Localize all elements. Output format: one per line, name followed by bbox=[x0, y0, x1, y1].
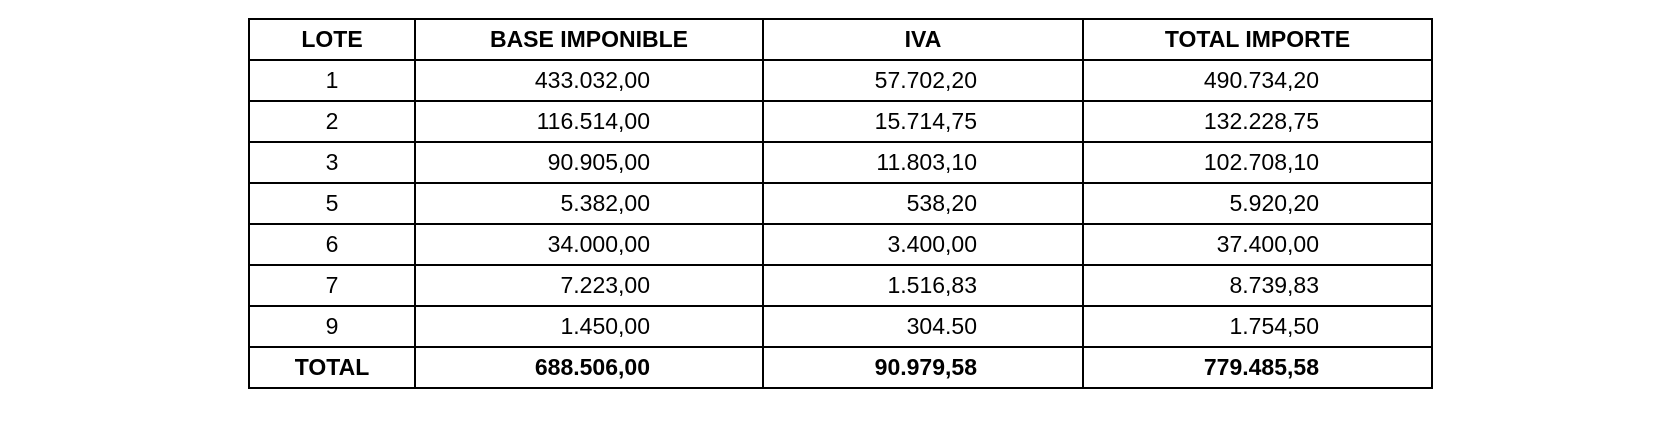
lots-table bbox=[248, 18, 1433, 389]
cell-lote: 9 bbox=[249, 306, 415, 347]
cell-base-imponible: 90.905,00 bbox=[415, 142, 763, 183]
table-body bbox=[249, 60, 1432, 388]
cell-total-importe: 490.734,20 bbox=[1083, 60, 1432, 101]
header-base-imponible: BASE IMPONIBLE bbox=[415, 19, 763, 60]
table-row bbox=[249, 183, 1432, 224]
cell-total-importe: 5.920,20 bbox=[1083, 183, 1432, 224]
cell-lote: 1 bbox=[249, 60, 415, 101]
cell-iva: 57.702,20 bbox=[763, 60, 1083, 101]
cell-base-imponible: 34.000,00 bbox=[415, 224, 763, 265]
cell-iva: 304.50 bbox=[763, 306, 1083, 347]
totals-label: TOTAL bbox=[249, 347, 415, 388]
cell-total-importe: 1.754,50 bbox=[1083, 306, 1432, 347]
cell-total-importe: 102.708,10 bbox=[1083, 142, 1432, 183]
table-row bbox=[249, 101, 1432, 142]
totals-base-imponible: 688.506,00 bbox=[415, 347, 763, 388]
cell-iva: 538,20 bbox=[763, 183, 1083, 224]
totals-total-importe: 779.485,58 bbox=[1083, 347, 1432, 388]
cell-iva: 15.714,75 bbox=[763, 101, 1083, 142]
totals-iva: 90.979,58 bbox=[763, 347, 1083, 388]
cell-base-imponible: 5.382,00 bbox=[415, 183, 763, 224]
cell-lote: 5 bbox=[249, 183, 415, 224]
table-row bbox=[249, 60, 1432, 101]
header-total-importe: TOTAL IMPORTE bbox=[1083, 19, 1432, 60]
table-row bbox=[249, 306, 1432, 347]
cell-base-imponible: 116.514,00 bbox=[415, 101, 763, 142]
cell-lote: 6 bbox=[249, 224, 415, 265]
cell-iva: 11.803,10 bbox=[763, 142, 1083, 183]
cell-base-imponible: 1.450,00 bbox=[415, 306, 763, 347]
cell-lote: 7 bbox=[249, 265, 415, 306]
cell-iva: 3.400,00 bbox=[763, 224, 1083, 265]
table-header bbox=[249, 19, 1432, 60]
cell-lote: 3 bbox=[249, 142, 415, 183]
cell-total-importe: 132.228,75 bbox=[1083, 101, 1432, 142]
cell-base-imponible: 7.223,00 bbox=[415, 265, 763, 306]
header-row bbox=[249, 19, 1432, 60]
table-row bbox=[249, 224, 1432, 265]
totals-row bbox=[249, 347, 1432, 388]
cell-iva: 1.516,83 bbox=[763, 265, 1083, 306]
cell-lote: 2 bbox=[249, 101, 415, 142]
header-iva: IVA bbox=[763, 19, 1083, 60]
cell-total-importe: 37.400,00 bbox=[1083, 224, 1432, 265]
header-lote: LOTE bbox=[249, 19, 415, 60]
cell-total-importe: 8.739,83 bbox=[1083, 265, 1432, 306]
cell-base-imponible: 433.032,00 bbox=[415, 60, 763, 101]
table-row bbox=[249, 142, 1432, 183]
table-row bbox=[249, 265, 1432, 306]
